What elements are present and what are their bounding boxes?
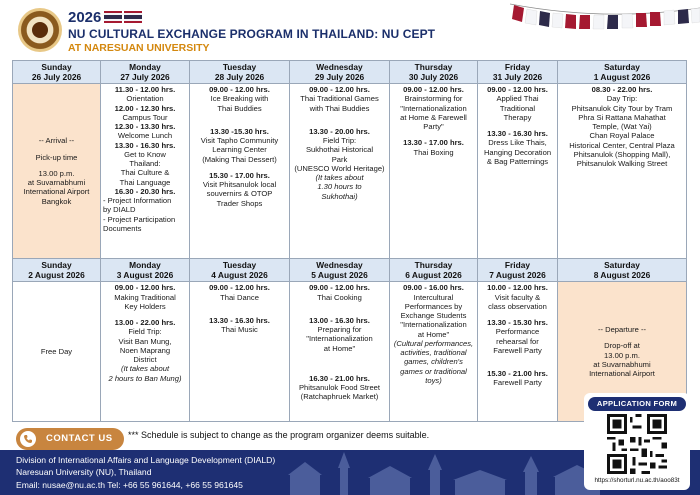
thai-flag-icon: [104, 11, 122, 23]
day-header: Sunday 2 August 2026: [13, 259, 101, 282]
contact-us-button[interactable]: [16, 428, 124, 450]
day-header: Monday 27 July 2026: [101, 61, 190, 84]
program-year: 2026: [68, 9, 102, 26]
schedule-table: [12, 60, 687, 422]
day-cell-sun-26-jul: -- Arrival -- Pick-up time 13.00 p.m. at Suvarnabhumi International Airport Bangkok: [13, 84, 101, 259]
university-logo: [18, 8, 62, 52]
day-header: Thursday 6 August 2026: [390, 259, 478, 282]
day-header: Wednesday 5 August 2026: [290, 259, 390, 282]
day-header: Wednesday 29 July 2026: [290, 61, 390, 84]
footer-contact-info: Email: nusae@nu.ac.th Tel: +66 55 961644, +66 55 961645: [16, 480, 243, 490]
program-subtitle: AT NARESUAN UNIVERSITY: [68, 42, 210, 54]
day-header: Saturday 1 August 2026: [558, 61, 687, 84]
flag-bunting-decoration: [510, 0, 700, 30]
phone-icon: [20, 431, 36, 447]
program-title: NU CULTURAL EXCHANGE PROGRAM IN THAILAND: NU CEPT: [68, 27, 436, 41]
day-cell-wed-5-aug: 09.00 - 12.00 hrs. Thai Cooking 13.00 - 16.30 hrs. Preparing for "Internationalization at Home" 16.30 - 21.00 hrs. Phitsanulok Food Street (Ratchaphruek Market): [290, 282, 390, 422]
thai-flag-icon: [124, 11, 142, 23]
day-header: Thursday 30 July 2026: [390, 61, 478, 84]
day-cell-wed-29-jul: 09.00 - 12.00 hrs. Thai Traditional Games with Thai Buddies 13.30 - 20.00 hrs. Field Trip: Sukhothai Historical Park (UNESCO World Heritage) (It takes about 1.30 hours to Sukhothai): [290, 84, 390, 259]
day-cell-sat-1-aug: 08.30 - 22.00 hrs. Day Trip: Phitsanulok City Tour by Tram Phra Si Rattana Mahathat Temple, (Wat Yai) Chan Royal Palace Historical Center, Central Plaza Phitsanulok (Shopping Mall), Phitsanulok Walking Street: [558, 84, 687, 259]
day-cell-fri-7-aug: 10.00 - 12.00 hrs. Visit faculty & class observation 13.30 - 15.30 hrs. Performance rehearsal for Farewell Party 15.30 - 21.00 hrs. Farewell Party: [478, 282, 558, 422]
footer-university: Naresuan University (NU), Thailand: [16, 467, 152, 477]
day-header: Tuesday 4 August 2026: [190, 259, 290, 282]
temple-skyline-decoration: [280, 450, 620, 495]
day-header: Sunday 26 July 2026: [13, 61, 101, 84]
application-form-label: APPLICATION FORM: [588, 397, 686, 411]
day-header: Tuesday 28 July 2026: [190, 61, 290, 84]
day-cell-tue-4-aug: 09.00 - 12.00 hrs. Thai Dance 13.30 - 16.30 hrs. Thai Music: [190, 282, 290, 422]
day-cell-mon-3-aug: 09.00 - 12.00 hrs. Making Traditional Key Holders 13.00 - 22.00 hrs. Field Trip: Visit Ban Mung, Noen Maprang District (It takes about 2 hours to Ban Mung): [101, 282, 190, 422]
day-header: Friday 31 July 2026: [478, 61, 558, 84]
qr-code-icon[interactable]: [607, 414, 667, 474]
day-cell-fri-31-jul: 09.00 - 12.00 hrs. Applied Thai Traditional Therapy 13.30 - 16.30 hrs. Dress Like Thais, Hanging Decoration & Bag Patternings: [478, 84, 558, 259]
application-form-url[interactable]: https://shorturl.nu.ac.th/aoo83t: [594, 477, 680, 484]
day-cell-sat-8-aug: -- Departure -- Drop-off at 13.00 p.m. at Suvarnabhumi International Airport: [558, 282, 687, 422]
day-header: Monday 3 August 2026: [101, 259, 190, 282]
footer-division: Division of International Affairs and Language Development (DIALD): [16, 455, 276, 465]
day-header: Saturday 8 August 2026: [558, 259, 687, 282]
contact-us-label: CONTACT US: [46, 433, 113, 444]
day-cell-thu-6-aug: 09.00 - 16.00 hrs. Intercultural Performances by Exchange Students "Internationalization at Home" (Cultural performances, activities, traditional games, children's games or traditional toys): [390, 282, 478, 422]
page-header: [0, 0, 700, 58]
schedule-change-note: *** Schedule is subject to change as the program organizer deems suitable.: [128, 430, 430, 440]
day-cell-tue-28-jul: 09.00 - 12.00 hrs. Ice Breaking with Thai Buddies 13.30 -15.30 hrs. Visit Tapho Community Learning Center (Making Thai Dessert) 15.30 - 17.00 hrs. Visit Phitsanulok local souvernirs & OTOP Trader Shops: [190, 84, 290, 259]
day-header: Friday 7 August 2026: [478, 259, 558, 282]
day-cell-sun-2-aug: Free Day: [13, 282, 101, 422]
week-2-header-row: [13, 259, 687, 282]
week-1-header-row: [13, 61, 687, 84]
application-form-card[interactable]: [584, 393, 690, 490]
week-1-activities-row: [13, 84, 687, 259]
day-cell-mon-27-jul: 11.30 - 12.00 hrs. Orientation 12.00 - 12.30 hrs. Campus Tour 12.30 - 13.30 hrs. Welcome Lunch 13.30 - 16.30 hrs. Get to Know Thailand: Thai Culture & Thai Language 16.30 - 20.30 hrs. - Project Information by DIALD - Project Participation Documents: [101, 84, 190, 259]
day-cell-thu-30-jul: 09.00 - 12.00 hrs. Brainstorming for "Internationalization at Home & Farewell Party" 13.30 - 17.00 hrs. Thai Boxing: [390, 84, 478, 259]
